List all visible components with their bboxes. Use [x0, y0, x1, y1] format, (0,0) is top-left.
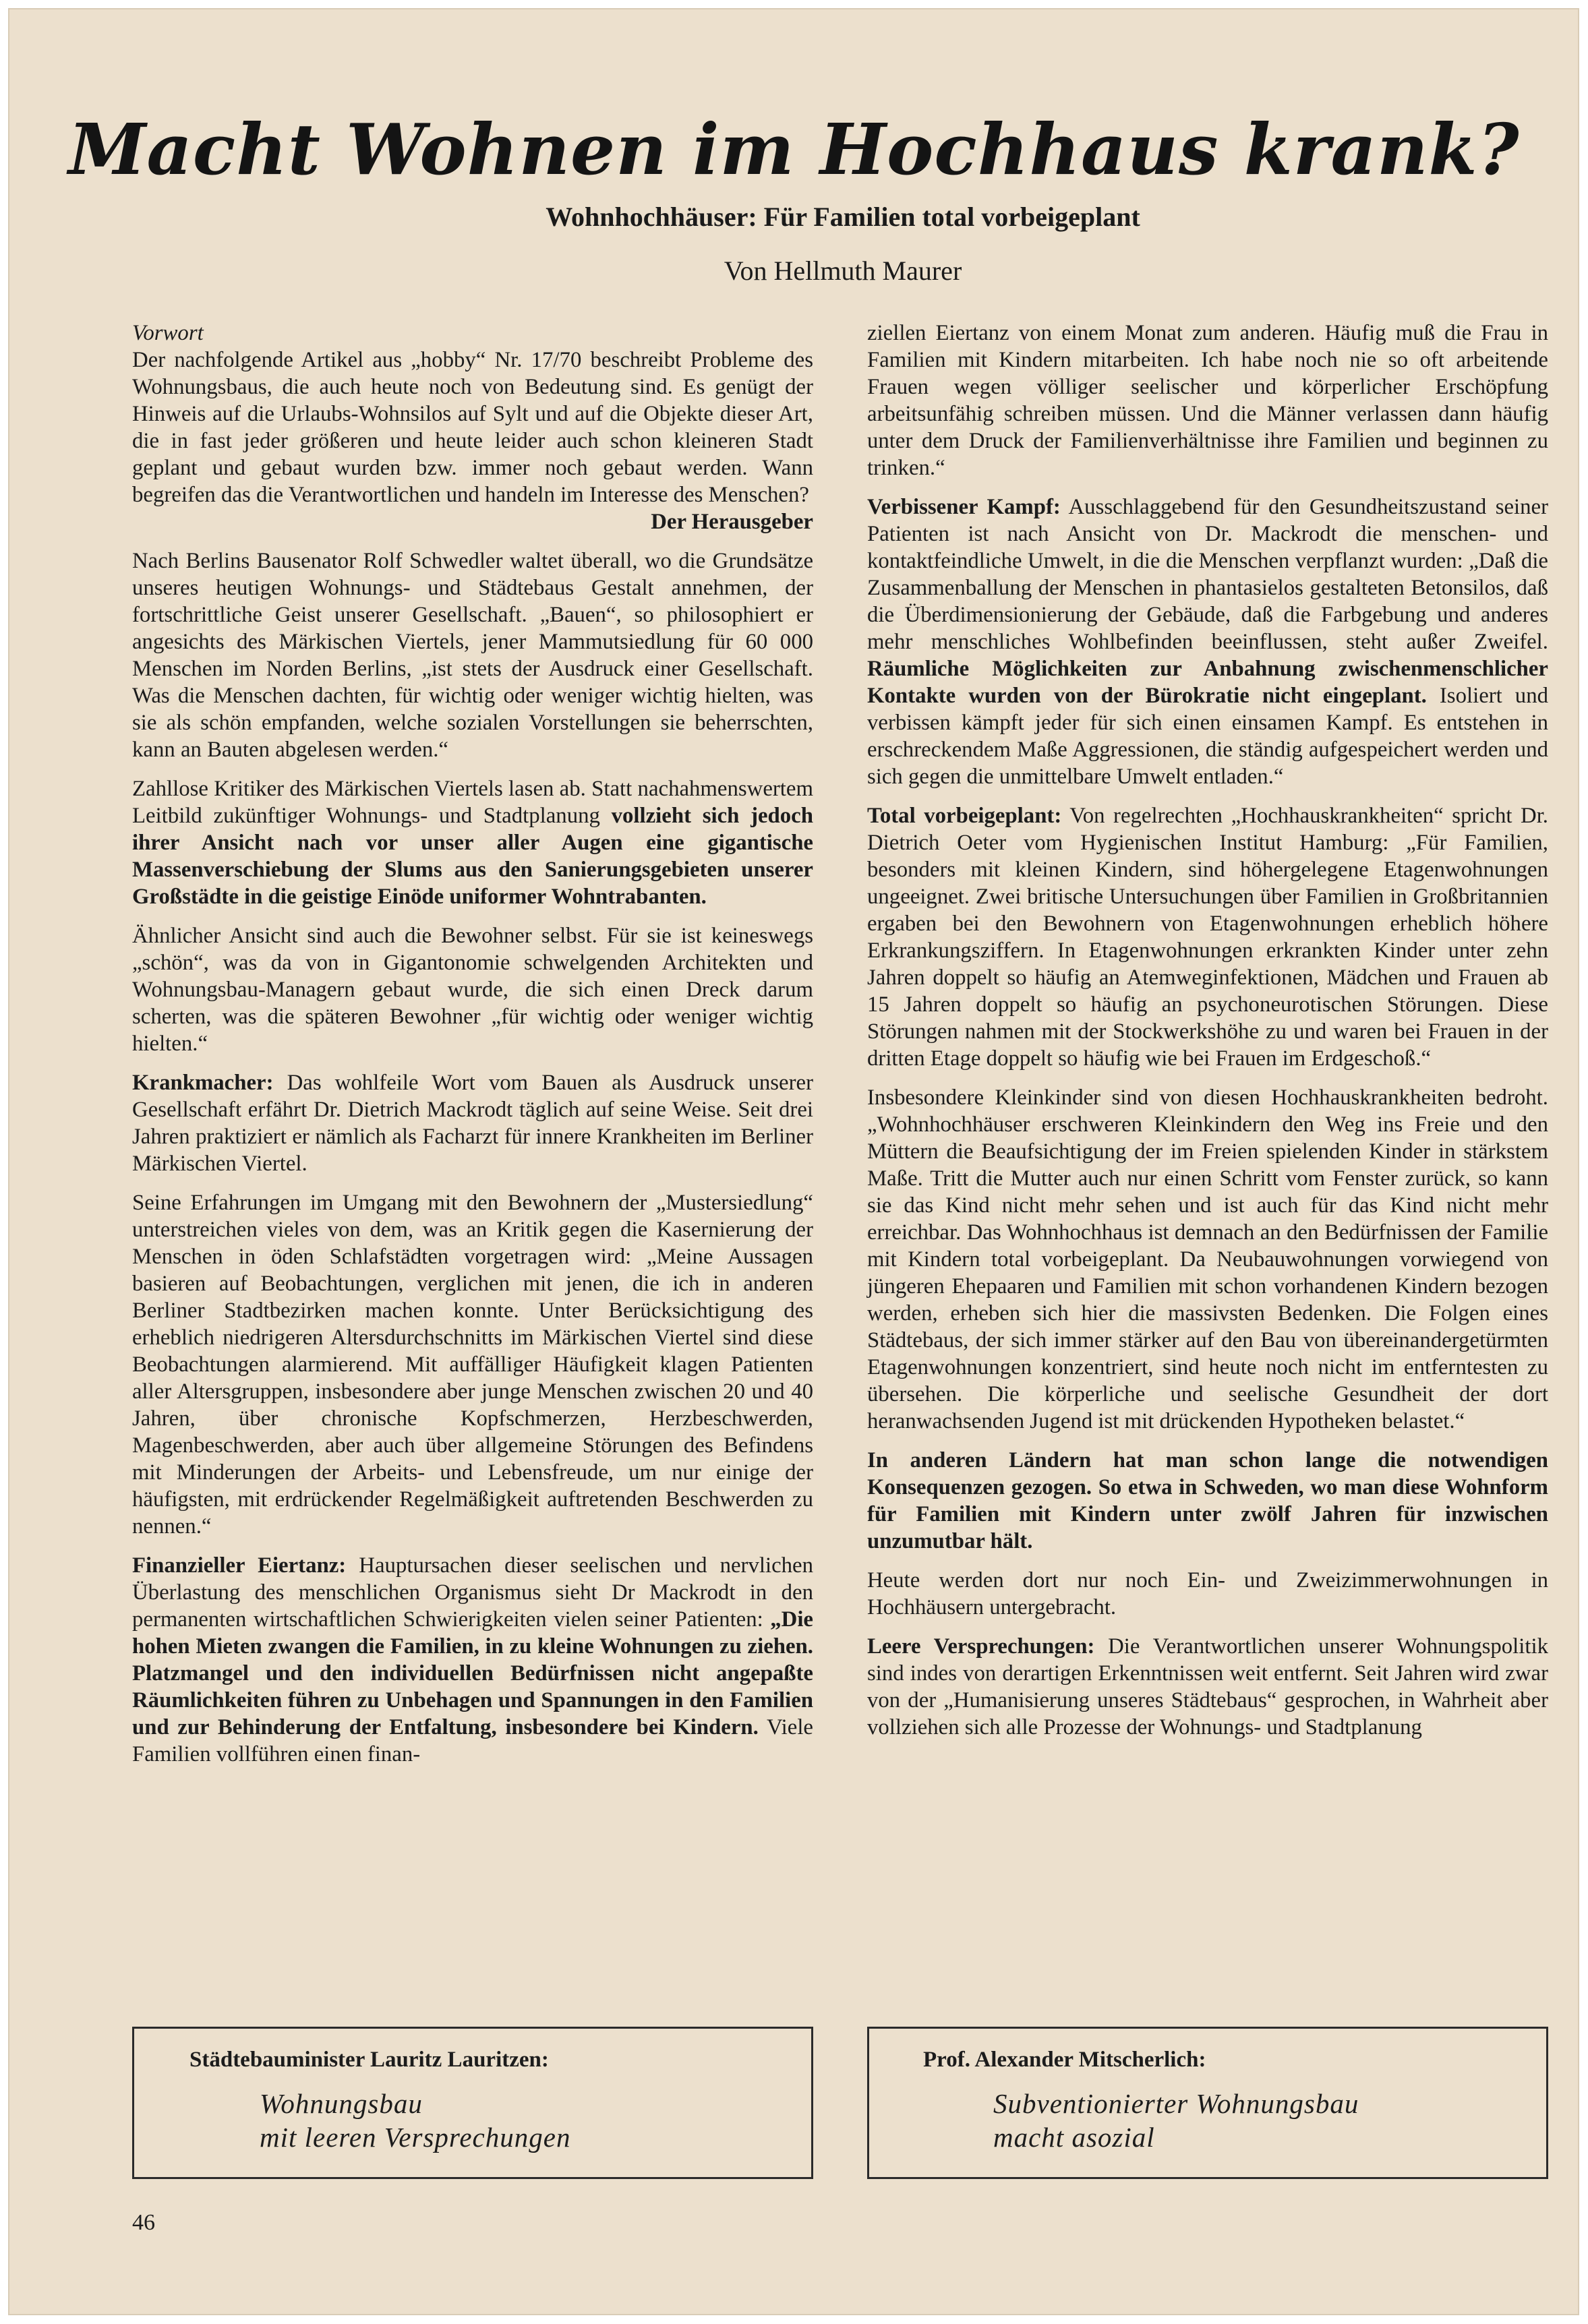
- paragraph: Seine Erfahrungen im Umgang mit den Bewohnern der „Mustersiedlung“ unterstreichen vieles von dem, was an Kritik gegen die Kasernierung der Menschen in öden Schlafstädten vorgetragen wird: „Meine Aussagen basieren auf Beobachtungen, verglichen mit jenen, die ich in anderen Berliner Stadtbezirken machen konnte. Unter Berücksichtigung des erheblich niedrigeren Altersdurchschnitts im Märkischen Viertel sind diese Beobachtungen alarmierend. Mit auffälliger Häufigkeit klagen Patienten aller Altersgruppen, insbesondere aber junge Menschen zwischen 20 und 40 Jahren, über chronische Kopfschmerzen, Herzbeschwerden, Magenbeschwerden, aber auch über allgemeine Störungen des Befindens mit Minderungen der Arbeits- und Lebensfreude, um nur einige der häufigsten, mit erdrückender Regelmäßigkeit auftretenden Beschwerden zu nennen.“: [132, 1191, 813, 1539]
- quote-person: Städtebauminister Lauritz Lauritzen:: [189, 2048, 549, 2072]
- section-heading: Krankmacher:: [132, 1071, 274, 1095]
- paragraph: Krankmacher: Das wohlfeile Wort vom Bauen als Ausdruck unserer Gesellschaft erfährt Dr. Dietrich Mackrodt täglich auf seine Weise. Seit drei Jahren praktiziert er nämlich als Facharzt für innere Krankheiten im Berliner Märkischen Viertel.: [132, 1071, 813, 1176]
- paragraph: Insbesondere Kleinkinder sind von diesen Hochhauskrankheiten bedroht. „Wohnhochhäuser erschweren Kleinkindern den Weg ins Freie und den Müttern die Beaufsichtigung der im Freien spielenden Kinder in stärkstem Maße. Tritt die Mutter auch nur einen Schritt vom Fenster zurück, so kann sie das Kind nicht mehr sehen und ist auch für das Kind nicht mehr erreichbar. Das Wohnhochhaus ist demnach an den Bedürfnissen der Familie mit Kindern total vorbeigeplant. Da Neubauwohnungen vorwiegend von jüngeren Ehepaaren und Familien mit schon vorhandenen Kindern bezogen werden, erheben sich hier die massivsten Bedenken. Die Folgen eines Städtebaus, der sich immer stärker auf den Bau von übereinandergetürmten Etagenwohnungen konzentriert, sind heute noch nicht im entferntesten zu übersehen. Die körperliche und seelische Gesundheit der dort heranwachsenden Jugend ist mit drückenden Hypotheken belastet.“: [867, 1085, 1548, 1433]
- paragraph: Leere Versprechungen: Die Verantwortlichen unserer Wohnungspolitik sind indes von derartigen Erkenntnissen weit entfernt. Seit Jahren wird zwar von der „Humanisierung unseres Städtebaus“ gesprochen, in Wahrheit aber vollziehen sich alle Prozesse der Wohnungs- und Stadtplanung: [867, 1634, 1549, 1739]
- section-heading: Total vorbeigeplant:: [867, 804, 1062, 828]
- paragraph: Heute werden dort nur noch Ein- und Zweizimmerwohnungen in Hochhäusern untergebracht.: [867, 1568, 1548, 1619]
- foreword-label: Vorwort: [132, 321, 204, 345]
- left-column: [132, 320, 813, 1780]
- quote-box-mitscherlich: [867, 2027, 1548, 2179]
- paragraph: In anderen Ländern hat man schon lange die notwendigen Konsequenzen gezogen. So etwa in Schweden, wo man diese Wohnform für Familien mit Kindern unter zwölf Jahren für inzwischen unzumutbar hält.: [867, 1448, 1548, 1553]
- quote-text: Wohnungsbau mit leeren Versprechungen: [260, 2088, 571, 2153]
- page-number: 46: [132, 2210, 155, 2235]
- paragraph: ziellen Eiertanz von einem Monat zum anderen. Häufig muß die Frau in Familien mit Kindern mitarbeiten. Ich habe noch nie so oft arbeitende Frauen wegen völliger seelischer und körperlicher Erschöpfung arbeitsunfähig schreiben müssen. Und die Männer verlassen dann häufig unter dem Druck der Familienverhältnisse ihre Familien und beginnen zu trinken.“: [867, 321, 1548, 480]
- quote-person: Prof. Alexander Mitscherlich:: [923, 2048, 1206, 2072]
- article-title: Macht Wohnen im Hochhaus krank?: [68, 108, 1520, 191]
- section-heading: Finanzieller Eiertanz:: [132, 1553, 347, 1578]
- paragraph: Finanzieller Eiertanz: Hauptursachen dieser seelischen und nervlichen Überlastung des menschlichen Organismus sieht Dr Mackrodt in den permanenten wirtschaftlichen Schwierigkeiten vielen seiner Patienten: „Die hohen Mieten zwangen die Familien, in zu kleine Wohnungen zu ziehen. Platzmangel und den individuellen Bedürfnissen nicht angepaßte Räumlichkeiten führen zu Unbehagen und Spannungen in den Familien und zur Behinderung der Entfaltung, insbesondere bei Kindern. Viele Familien vollführen einen finan-: [132, 1553, 813, 1766]
- quote-box-lauritzen: [132, 2027, 813, 2179]
- paragraph: Nach Berlins Bausenator Rolf Schwedler waltet überall, wo die Grundsätze unseres heutigen Wohnungs- und Städtebaus Gestalt annehmen, der fortschrittliche Geist unserer Gesellschaft. „Bauen“, so philosophiert er angesichts des Märkischen Viertels, jener Mammutsiedlung für 60 000 Menschen im Norden Berlins, „ist stets der Ausdruck einer Gesellschaft. Was die Menschen dachten, für wichtig oder weniger wichtig hielten, was sie als schön empfanden, welche sozialen Vorstellungen sie beherrschten, kann an Bauten abgelesen werden.“: [132, 549, 813, 762]
- quote-text: Subventionierter Wohnungsbau macht asozial: [993, 2088, 1359, 2153]
- foreword-text: Der nachfolgende Artikel aus „hobby“ Nr. 17/70 beschreibt Probleme des Wohnungsbaus, die auch heute noch von Bedeutung sind. Es genügt der Hinweis auf die Urlaubs-Wohnsilos auf Sylt und auf die Objekte dieser Art, die in fast jeder größeren und heute leider auch schon kleineren Stadt geplant und gebaut wurden bzw. immer noch gebaut werden. Wann begreifen das die Verantwortlichen und handeln im Interesse des Menschen?: [132, 348, 813, 507]
- section-heading: Verbissener Kampf:: [867, 495, 1061, 519]
- right-column: [867, 320, 1548, 1753]
- section-heading: Leere Versprechungen:: [867, 1634, 1095, 1659]
- paragraph: Total vorbeigeplant: Von regelrechten „Hochhauskrankheiten“ spricht Dr. Dietrich Oeter vom Hygienischen Institut Hamburg: „Für Familien, besonders mit kleinen Kindern, sind höhergelegene Etagenwohnungen ungeeignet. Zwei britische Untersuchungen über Familien in Großbritannien ergaben bei den Bewohnern von Etagenwohnungen erheblich höhere Erkrankungsziffern. In Etagenwohnungen erkrankten Kinder unter zehn Jahren doppelt so häufig an Atemweginfektionen, Mädchen und Frauen ab 15 Jahren doppelt so häufig an psychoneurotischen Störungen. Diese Störungen nahmen mit der Stockwerkshöhe zu und waren bei Frauen in der dritten Etage doppelt so häufig wie bei Frauen im Erdgeschoß.“: [867, 804, 1549, 1071]
- article-subtitle: Wohnhochhäuser: Für Familien total vorbeigeplant: [546, 202, 1140, 232]
- article-byline: Von Hellmuth Maurer: [724, 256, 962, 286]
- paragraph: Zahllose Kritiker des Märkischen Viertels lasen ab. Statt nachahmenswertem Leitbild zukünftiger Wohnungs- und Stadtplanung vollzieht sich jedoch ihrer Ansicht nach vor unser aller Augen eine gigantische Massenverschiebung der Slums aus den Sanierungsgebieten unserer Großstädte in die geistige Einöde uniformer Wohntrabanten.: [132, 777, 813, 909]
- foreword: [132, 320, 813, 508]
- foreword-signature: Der Herausgeber: [651, 510, 813, 534]
- paragraph: Ähnlicher Ansicht sind auch die Bewohner selbst. Für sie ist keineswegs „schön“, was da von in Gigantonomie schwelgenden Architekten und Wohnungsbau-Managern gebaut wurde, die sich einen Dreck darum scherten, was die späteren Bewohner „für wichtig oder weniger wichtig hielten.“: [132, 924, 813, 1056]
- paragraph: Verbissener Kampf: Ausschlaggebend für den Gesundheitszustand seiner Patienten ist nach Ansicht von Dr. Mackrodt die menschen- und kontaktfeindliche Umwelt, in die die Menschen verpflanzt wurden: „Daß die Zusammenballung der Menschen in phantasielos gestalteten Betonsilos, daß die Überdimensionierung der Gebäude, daß die Farbgebung und anderes mehr menschliches Wohlbefinden beeinflussen, steht außer Zweifel. Räumliche Möglichkeiten zur Anbahnung zwischenmenschlicher Kontakte wurden von der Bürokratie nicht eingeplant. Isoliert und verbissen kämpft jeder für sich einen einsamen Kampf. Es entstehen in erschreckendem Maße Aggressionen, die ständig aufgespeichert werden und sich gegen die unmittelbare Umwelt entladen.“: [867, 495, 1549, 789]
